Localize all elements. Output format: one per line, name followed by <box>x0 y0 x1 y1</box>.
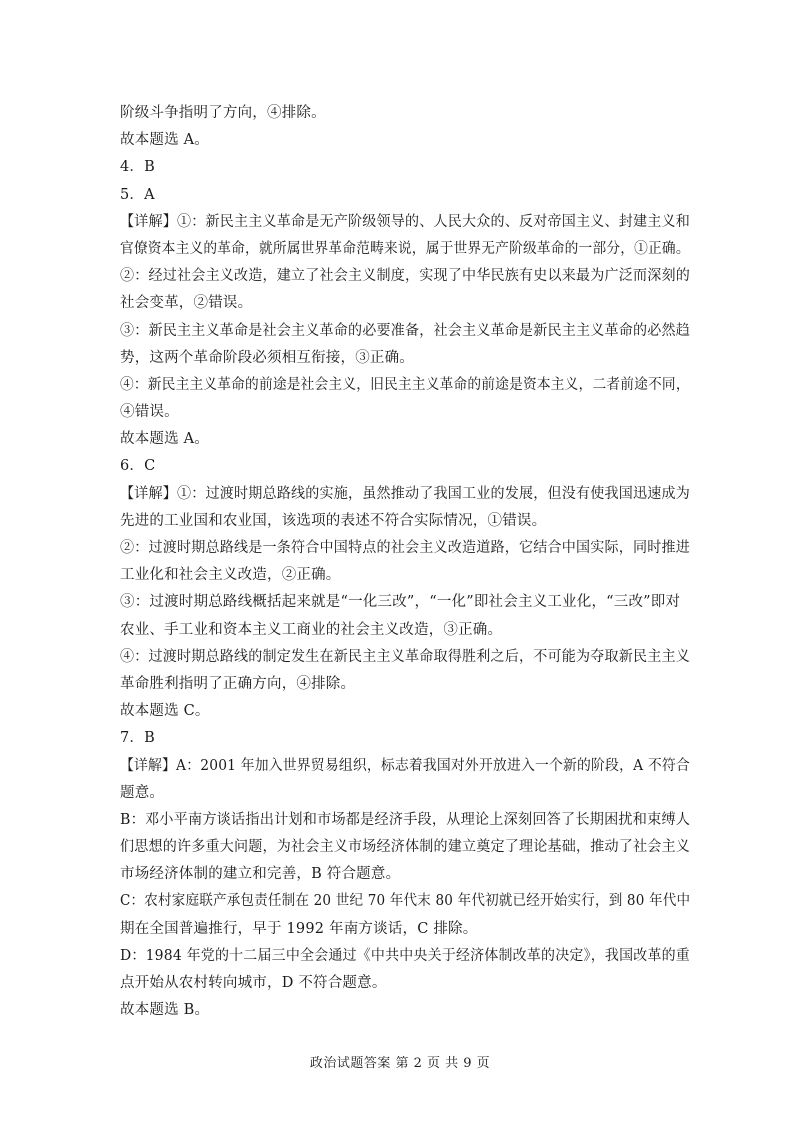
text-line: 故本题选 A。 <box>120 132 209 149</box>
text-line: 【详解】①：新民主主义革命是无产阶级领导的、人民大众的、反对帝国主义、封建主义和 <box>120 213 690 230</box>
text-line: 4．B <box>120 159 155 176</box>
text-line: 【详解】①：过渡时期总路线的实施，虽然推动了我国工业的发展，但没有使我国迅速成为 <box>120 485 690 502</box>
text-line: ③：新民主主义革命是社会主义革命的必要准备，社会主义革命是新民主主义革命的必然趋 <box>120 322 690 339</box>
text-line: 社会变革，②错误。 <box>120 295 253 312</box>
text-line: ④：新民主主义革命的前途是社会主义，旧民主主义革命的前途是资本主义，二者前途不同， <box>120 376 690 393</box>
text-line: 题意。 <box>120 784 165 801</box>
text-line: 故本题选 B。 <box>120 1002 210 1019</box>
text-line: 阶级斗争指明了方向，④排除。 <box>120 105 326 121</box>
document-body <box>120 100 690 1024</box>
text-line: 工业化和社会主义改造，②正确。 <box>120 567 341 584</box>
text-line: 故本题选 C。 <box>120 703 210 720</box>
text-line: 官僚资本主义的革命，就所属世界革命范畴来说，属于世界无产阶级革命的一部分，①正确。 <box>120 240 690 257</box>
text-line: B：邓小平南方谈话指出计划和市场都是经济手段，从理论上深刻回答了长期困扰和束缚人 <box>120 811 691 828</box>
text-line: ④错误。 <box>120 404 179 421</box>
text-line: 6．C <box>120 458 156 475</box>
text-line: 农业、手工业和资本主义工商业的社会主义改造，③正确。 <box>120 621 503 638</box>
text-line: 【详解】A：2001 年加入世界贸易组织，标志着我国对外开放进入一个新的阶段，A 不符合 <box>120 757 690 774</box>
text-line: D：1984 年党的十二届三中全会通过《中共中央关于经济体制改革的决定》，我国改革的重 <box>120 947 690 964</box>
text-line: 先进的工业国和农业国，该选项的表述不符合实际情况，①错误。 <box>120 512 547 529</box>
page-footer: 政治试题答案 第 2 页 共 9 页 <box>309 1056 491 1071</box>
text-line: 势，这两个革命阶段必须相互衔接，③正确。 <box>120 349 414 366</box>
text-line: 市场经济体制的建立和完善，B 符合题意。 <box>120 866 401 883</box>
text-line: 点开始从农村转向城市，D 不符合题意。 <box>120 975 387 991</box>
text-line: 故本题选 A。 <box>120 431 209 448</box>
text-line: 7．B <box>120 730 155 747</box>
text-line: ②：经过社会主义改造，建立了社会主义制度，实现了中华民族有史以来最为广泛而深刻的 <box>120 268 690 285</box>
text-line: C：农村家庭联产承包责任制在 20 世纪 70 年代末 80 年代初就已经开始实行，到 80 年代中 <box>120 893 691 910</box>
text-line: 期在全国普遍推行，早于 1992 年南方谈话，C 排除。 <box>120 920 478 937</box>
text-line: 革命胜利指明了正确方向，④排除。 <box>120 675 356 692</box>
text-line: 5．A <box>120 186 155 203</box>
text-line: ②：过渡时期总路线是一条符合中国特点的社会主义改造道路，它结合中国实际，同时推进 <box>120 540 690 556</box>
text-line: ③：过渡时期总路线概括起来就是“一化三改”，“一化”即社会主义工业化，“三改”即对 <box>120 594 681 611</box>
text-line: ④：过渡时期总路线的制定发生在新民主主义革命取得胜利之后，不可能为夺取新民主主义 <box>120 648 690 665</box>
text-line: 们思想的许多重大问题，为社会主义市场经济体制的建立奠定了理论基础，推动了社会主义 <box>120 839 690 856</box>
